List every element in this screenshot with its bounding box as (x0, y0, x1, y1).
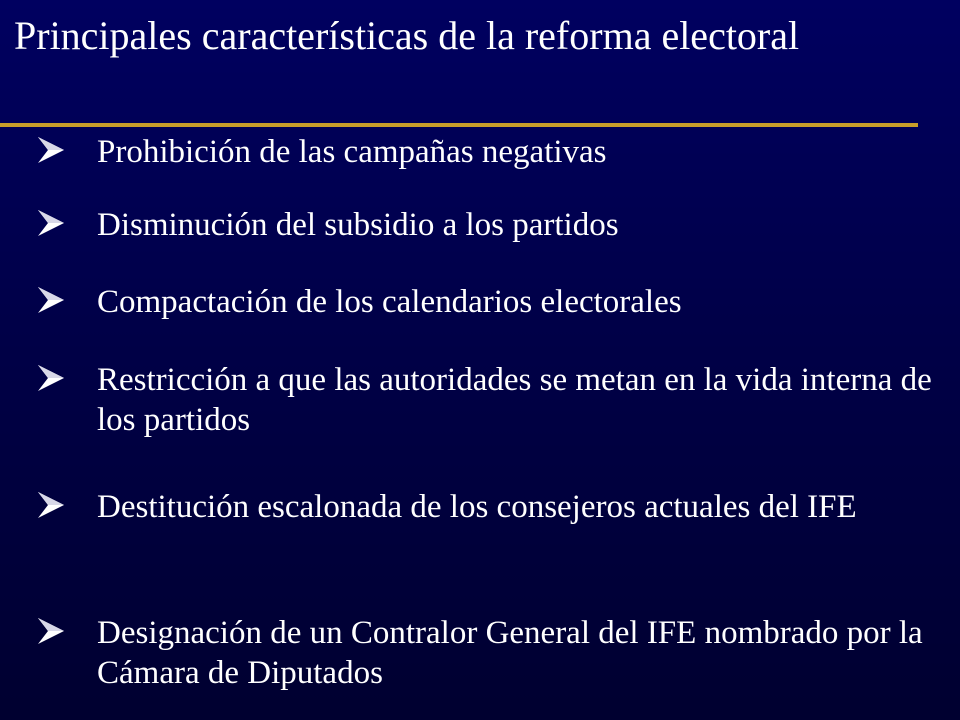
arrowhead-bullet-icon (36, 490, 66, 520)
bullet-text: Compactación de los calendarios electorales (97, 284, 682, 320)
arrowhead-bullet-icon (36, 135, 66, 165)
bullet-text: Restricción a que las autoridades se metan en la vida interna de los partidos (97, 362, 932, 438)
arrowhead-bullet-icon (36, 285, 66, 315)
arrowhead-bullet-icon (36, 363, 66, 393)
arrowhead-bullet-icon (36, 208, 66, 238)
bullet-text: Disminución del subsidio a los partidos (97, 207, 619, 243)
arrowhead-bullet-icon (36, 616, 66, 646)
slide-title: Principales características de la reforma electoral (14, 13, 800, 58)
bullet-text: Destitución escalonada de los consejeros actuales del IFE (97, 489, 857, 525)
bullet-text: Designación de un Contralor General del IFE nombrado por la Cámara de Diputados (97, 615, 923, 691)
bullet-text: Prohibición de las campañas negativas (97, 134, 607, 170)
title-underline-rule (0, 123, 918, 127)
